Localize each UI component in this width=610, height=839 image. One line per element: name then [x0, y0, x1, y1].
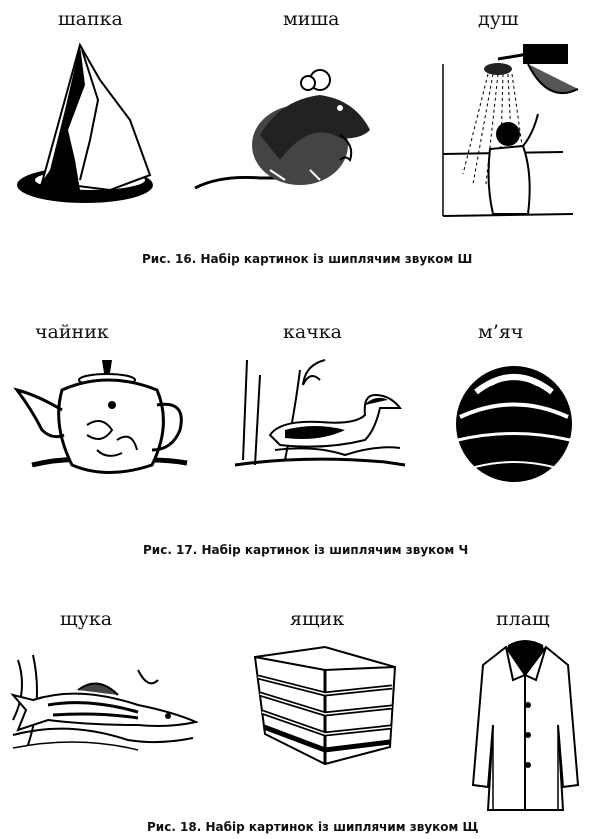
word-dush: душ — [478, 8, 519, 30]
word-chaynyk: чайник — [35, 321, 109, 343]
shower-icon — [438, 34, 583, 219]
hat-icon — [10, 40, 170, 210]
word-kachka: качка — [283, 321, 342, 343]
figure-caption-18: Рис. 18. Набір картинок із шиплячим звуком Щ — [147, 820, 479, 834]
raincoat-icon — [468, 635, 583, 815]
crate-icon — [250, 642, 400, 767]
teapot-icon — [12, 355, 197, 490]
word-mysha: миша — [283, 8, 340, 30]
figure-caption-16: Рис. 16. Набір картинок із шиплячим звуком Ш — [142, 252, 473, 266]
pike-fish-icon — [8, 650, 198, 755]
word-plashch: плащ — [496, 608, 550, 630]
word-myach: м’яч — [478, 321, 524, 343]
figure-caption-17: Рис. 17. Набір картинок із шиплячим звуком Ч — [143, 543, 469, 557]
mouse-icon — [190, 60, 380, 195]
duck-icon — [225, 350, 415, 475]
ball-icon — [450, 362, 580, 487]
word-shchuka: щука — [60, 608, 113, 630]
word-yashchyk: ящик — [290, 608, 345, 630]
word-shapka: шапка — [58, 8, 123, 30]
